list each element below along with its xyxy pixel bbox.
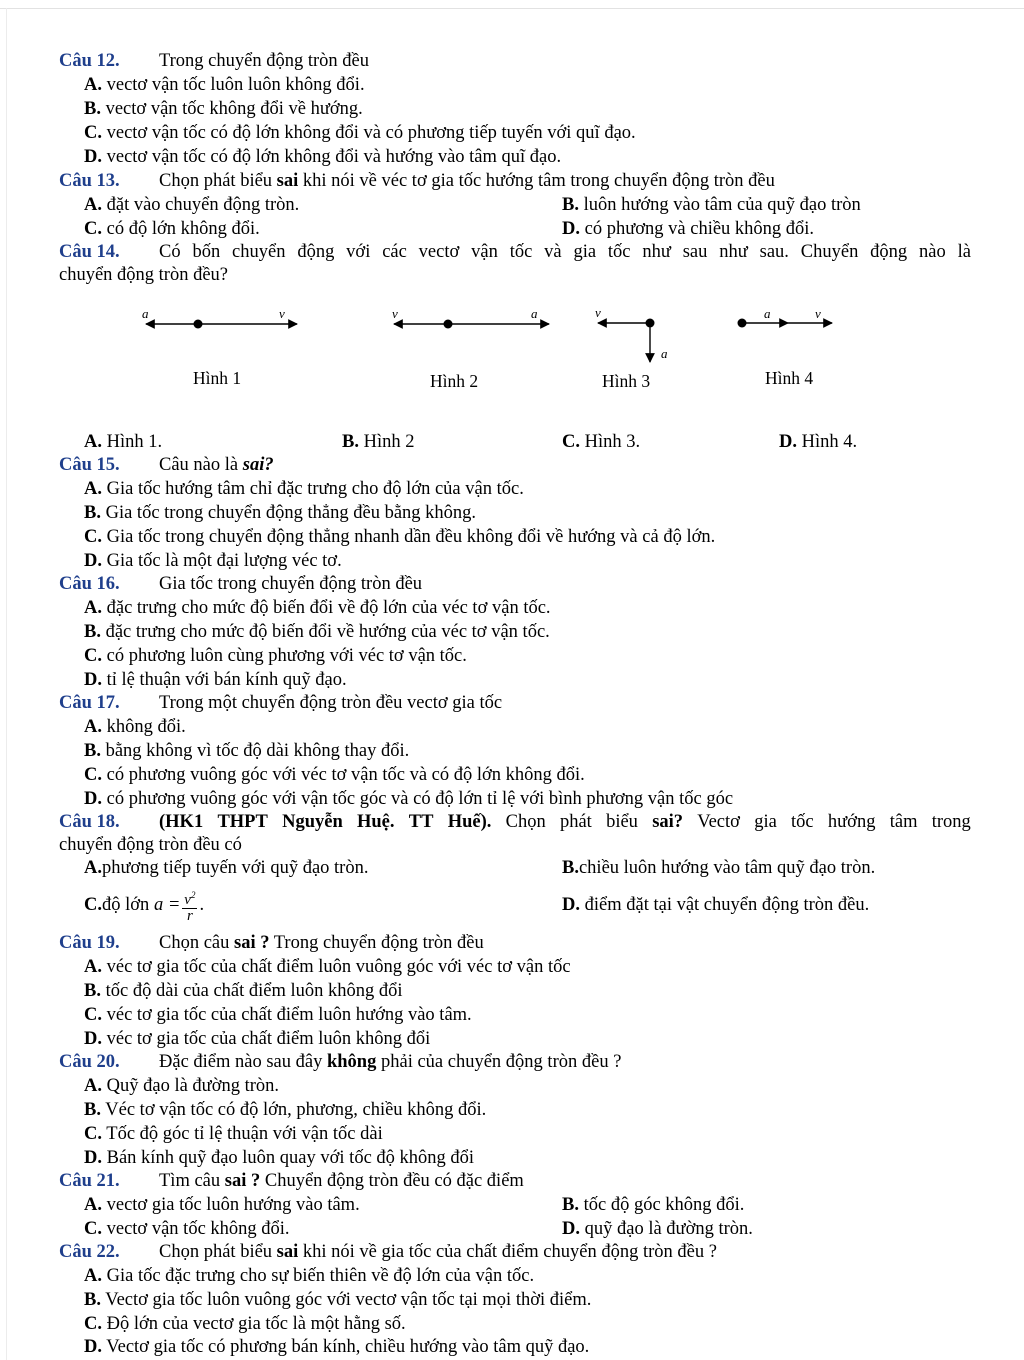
- option-text: tốc độ góc không đổi.: [583, 1195, 745, 1215]
- question-20-header: [59, 1051, 621, 1073]
- option-letter: C.: [84, 219, 102, 239]
- figure-2: [392, 306, 549, 329]
- option-text: đặt vào chuyển động tròn.: [106, 195, 300, 215]
- option-letter: D.: [84, 1148, 102, 1168]
- option-text: Hình 3.: [584, 432, 641, 452]
- question-stem-emphasis: sai: [276, 171, 299, 191]
- stem-word: nào: [919, 242, 946, 262]
- label-a: a: [764, 306, 771, 321]
- figure-4-caption: Hình 4: [765, 368, 814, 388]
- question-stem-emphasis: sai: [276, 1242, 299, 1262]
- stem-word: tốc: [791, 812, 814, 832]
- option-letter: B.: [84, 981, 101, 1001]
- option-text: Gia tốc hướng tâm chỉ đặc trưng cho độ lớn của vận tốc.: [106, 479, 524, 499]
- question-stem-emphasis: sai?: [242, 455, 274, 475]
- question-stem: Trong chuyển động tròn đều: [269, 933, 484, 953]
- label-a: a: [531, 306, 538, 321]
- stem-word: Chuyển: [800, 242, 859, 262]
- question-stem: Câu nào là: [159, 455, 243, 475]
- stem-word: động: [870, 242, 908, 262]
- option-text: Vectơ gia tốc có phương bán kính, chiều hướng vào tâm quỹ đạo.: [106, 1337, 590, 1357]
- question-stem: Chọn phát biểu: [159, 1242, 277, 1262]
- option-letter: A.: [84, 195, 102, 215]
- figure-3: [595, 305, 668, 362]
- option-c: [84, 1313, 406, 1335]
- stem-word: sau: [682, 242, 708, 262]
- stem-word: Chọn: [505, 812, 546, 832]
- option-letter: C.: [84, 1314, 102, 1334]
- question-number: Câu 17.: [59, 693, 120, 713]
- stem-word: biểu: [606, 812, 638, 832]
- option-text: Bán kính quỹ đạo luôn quay với tốc độ không đổi: [106, 1148, 475, 1168]
- label-v: v: [595, 305, 601, 320]
- formula-denominator: r: [186, 907, 193, 924]
- option-letter: D.: [84, 670, 102, 690]
- question-number: Câu 22.: [59, 1242, 120, 1262]
- option-b: [562, 857, 875, 879]
- option-letter: B.: [84, 99, 101, 119]
- option-c: [84, 1123, 383, 1145]
- question-15-header: [59, 454, 274, 476]
- particle-dot: [738, 319, 747, 328]
- option-d: [84, 788, 733, 810]
- particle-dot: [194, 320, 203, 329]
- option-d: [562, 1218, 753, 1240]
- option-text: vectơ vận tốc không đổi về hướng.: [105, 99, 363, 119]
- option-letter: D.: [562, 219, 580, 239]
- stem-word: tâm: [889, 812, 918, 832]
- stem-word: vận: [471, 242, 498, 262]
- option-text: véc tơ gia tốc của chất điểm luôn hướng vào tâm.: [106, 1005, 472, 1025]
- option-letter: C.: [84, 895, 102, 915]
- figure-2-caption: Hình 2: [430, 371, 479, 391]
- option-text: vectơ gia tốc luôn hướng vào tâm.: [106, 1195, 360, 1215]
- question-stem-continued: chuyển động tròn đều có: [59, 835, 242, 855]
- option-a: [84, 1265, 534, 1287]
- stem-word: hướng: [827, 812, 876, 832]
- option-letter: C.: [84, 1219, 102, 1239]
- stem-word: tốc: [509, 242, 533, 262]
- stem-word: trong: [931, 812, 971, 832]
- stem-word: Huế).: [447, 812, 492, 832]
- option-text: Tốc độ góc tỉ lệ thuận với vận tốc dài: [106, 1124, 383, 1144]
- option-letter: B.: [562, 195, 579, 215]
- option-text: có phương vuông góc với vận tốc góc và có độ lớn tỉ lệ với bình phương vận tốc góc: [106, 789, 734, 809]
- particle-dot: [444, 320, 453, 329]
- option-b: [342, 431, 414, 453]
- stem-word: Nguyễn: [282, 812, 343, 832]
- option-letter: A.: [84, 598, 102, 618]
- stem-word: là: [957, 242, 971, 262]
- option-letter: B.: [84, 1100, 101, 1120]
- formula-numerator: [182, 888, 197, 909]
- option-letter: C.: [84, 527, 102, 547]
- question-stem: Đặc điểm nào sau đây: [159, 1052, 327, 1072]
- question-16-header: [59, 573, 422, 595]
- option-c: [84, 1004, 472, 1026]
- stem-word: THPT: [217, 812, 268, 832]
- option-letter: B.: [562, 1195, 579, 1215]
- question-number: Câu 20.: [59, 1052, 120, 1072]
- question-number: Câu 13.: [59, 171, 120, 191]
- option-letter: A.: [84, 479, 102, 499]
- stem-word: chuyển: [232, 242, 286, 262]
- option-b: [84, 621, 550, 643]
- option-text: Hình 2: [363, 432, 415, 452]
- label-a: a: [142, 306, 149, 321]
- option-b: [84, 1289, 591, 1311]
- option-text: có độ lớn không đổi.: [106, 219, 260, 239]
- option-c: [84, 526, 715, 548]
- option-letter: D.: [562, 895, 580, 915]
- question-number: Câu 12.: [59, 51, 120, 71]
- option-letter: C.: [84, 765, 102, 785]
- question-stem: Chọn câu: [159, 933, 235, 953]
- question-stem: Chuyển động tròn đều có đặc điểm: [260, 1171, 524, 1191]
- question-stem-row: [59, 811, 971, 833]
- option-text: vectơ vận tốc có độ lớn không đổi và có phương tiếp tuyến với quĩ đạo.: [106, 123, 636, 143]
- option-a: [84, 1194, 360, 1216]
- stem-word: như: [642, 242, 671, 262]
- option-letter: A.: [84, 75, 102, 95]
- option-c: [84, 645, 467, 667]
- option-b: [84, 502, 476, 524]
- option-letter: B.: [84, 741, 101, 761]
- label-v: v: [392, 306, 398, 321]
- option-d: [84, 550, 342, 572]
- stem-word: bốn: [192, 242, 221, 262]
- option-text: đặc trưng cho mức độ biến đổi về hướng của véc tơ vận tốc.: [105, 622, 550, 642]
- option-a: [84, 478, 524, 500]
- question-number: Câu 19.: [59, 933, 120, 953]
- option-b: [84, 740, 409, 762]
- question-stem: khi nói về véc tơ gia tốc hướng tâm trong chuyển động tròn đều: [298, 171, 775, 191]
- option-c: [562, 431, 640, 453]
- option-letter: B.: [342, 432, 359, 452]
- option-text: Gia tốc đặc trưng cho sự biến thiên về độ lớn của vận tốc.: [106, 1266, 535, 1286]
- option-c: [84, 884, 204, 926]
- label-a: a: [661, 346, 668, 361]
- formula-fraction: [182, 888, 197, 924]
- option-b: [562, 1194, 744, 1216]
- question-stem-emphasis: sai ?: [234, 933, 270, 953]
- option-text: Vectơ gia tốc luôn vuông góc với vectơ vận tốc tại mọi thời điểm.: [105, 1290, 592, 1310]
- option-b: [84, 1099, 486, 1121]
- stem-word: (HK1: [159, 812, 204, 832]
- figure-1-caption: Hình 1: [193, 368, 242, 388]
- question-21-header: [59, 1170, 524, 1192]
- numerator-exponent: 2: [190, 889, 196, 900]
- option-c: [84, 1218, 290, 1240]
- option-text: quỹ đạo là đường tròn.: [584, 1219, 753, 1239]
- option-d: [84, 1336, 589, 1358]
- stem-word: và: [544, 242, 562, 262]
- option-text: Quỹ đạo là đường tròn.: [106, 1076, 280, 1096]
- question-number: Câu 15.: [59, 455, 120, 475]
- stem-word: vectơ: [418, 242, 460, 262]
- option-letter: A.: [84, 1266, 102, 1286]
- option-text: có phương vuông góc với véc tơ vận tốc và có độ lớn không đổi.: [106, 765, 585, 785]
- option-c: [84, 764, 585, 786]
- option-letter: D.: [562, 1219, 580, 1239]
- option-letter: D.: [84, 1029, 102, 1049]
- option-text: Độ lớn của vectơ gia tốc là một hằng số.: [106, 1314, 406, 1334]
- option-text: chiều luôn hướng vào tâm quỹ đạo tròn.: [578, 858, 876, 878]
- option-a: [84, 1075, 279, 1097]
- option-d: [779, 431, 857, 453]
- question-stem-continued: chuyển động tròn đều?: [59, 265, 229, 285]
- numerator-base: v: [184, 891, 191, 908]
- option-letter: A.: [84, 957, 102, 977]
- option-letter: B.: [84, 622, 101, 642]
- question-stem: phải của chuyển động tròn đều ?: [376, 1052, 622, 1072]
- question-number: Câu 18.: [59, 812, 120, 832]
- option-letter: C.: [84, 1124, 102, 1144]
- option-a: [84, 431, 162, 453]
- option-letter: A.: [84, 717, 102, 737]
- option-text: đặc trưng cho mức độ biến đổi về độ lớn của véc tơ vận tốc.: [106, 598, 551, 618]
- question-number: Câu 16.: [59, 574, 120, 594]
- option-text: có phương luôn cùng phương với véc tơ vận tốc.: [106, 646, 467, 666]
- option-letter: A.: [84, 858, 102, 878]
- option-text: Gia tốc trong chuyển động thẳng đều bằng không.: [105, 503, 477, 523]
- option-d: [84, 669, 347, 691]
- stem-word: với: [346, 242, 371, 262]
- stem-word: phát: [559, 812, 592, 832]
- figure-1: [142, 306, 297, 329]
- option-text: có phương và chiều không đổi.: [584, 219, 815, 239]
- option-text: luôn hướng vào tâm của quỹ đạo tròn: [583, 195, 861, 215]
- option-text: Véc tơ vận tốc có độ lớn, phương, chiều không đổi.: [105, 1100, 487, 1120]
- question-22-header: [59, 1241, 717, 1263]
- option-a: [84, 956, 571, 978]
- option-text: phương tiếp tuyến với quỹ đạo tròn.: [102, 858, 369, 878]
- question-17-header: [59, 692, 502, 714]
- option-text: Hình 1.: [106, 432, 163, 452]
- option-letter: D.: [84, 1337, 102, 1357]
- question-stem: Trong một chuyển động tròn đều vectơ gia tốc: [159, 693, 503, 713]
- stem-word: Có: [159, 242, 181, 262]
- option-letter: D.: [84, 551, 102, 571]
- question-stem: Tìm câu: [159, 1171, 225, 1191]
- question-19-header: [59, 932, 484, 954]
- stem-word: các: [382, 242, 407, 262]
- question-stem: khi nói về gia tốc của chất điểm chuyển động tròn đều ?: [298, 1242, 717, 1262]
- option-text: véc tơ gia tốc của chất điểm luôn vuông góc với véc tơ vận tốc: [106, 957, 571, 977]
- option-text: vectơ vận tốc luôn luôn không đổi.: [106, 75, 365, 95]
- option-a: [84, 716, 186, 738]
- option-a: [84, 597, 551, 619]
- option-text: tỉ lệ thuận với bán kính quỹ đạo.: [106, 670, 347, 690]
- option-text: Gia tốc là một đại lượng véc tơ.: [106, 551, 342, 571]
- option-text: tốc độ dài của chất điểm luôn không đổi: [105, 981, 403, 1001]
- option-text: Gia tốc trong chuyển động thẳng nhanh dần đều không đổi về hướng và cả độ lớn.: [106, 527, 716, 547]
- stem-word: sau.: [759, 242, 789, 262]
- option-letter: A.: [84, 432, 102, 452]
- question-stem-emphasis: sai ?: [224, 1171, 261, 1191]
- question-stem: [159, 811, 971, 833]
- stem-word: sai?: [652, 812, 684, 832]
- formula-lhs: a =: [153, 895, 181, 915]
- stem-word: Huệ.: [356, 812, 395, 832]
- particle-dot: [646, 319, 655, 328]
- stem-word: động: [297, 242, 335, 262]
- formula-period: .: [199, 895, 205, 915]
- stem-word: tốc: [607, 242, 631, 262]
- option-letter: C.: [84, 123, 102, 143]
- option-d: [84, 1147, 474, 1169]
- stem-word: TT: [408, 812, 434, 832]
- option-text: không đổi.: [106, 717, 186, 737]
- question-stem: Gia tốc trong chuyển động tròn đều: [159, 574, 423, 594]
- option-text: độ lớn: [102, 895, 154, 915]
- option-letter: A.: [84, 1195, 102, 1215]
- option-letter: D.: [84, 789, 102, 809]
- question-stem-emphasis: không: [326, 1052, 377, 1072]
- question-stem: Trong chuyển động tròn đều: [159, 51, 369, 71]
- option-letter: C.: [562, 432, 580, 452]
- figure-3-caption: Hình 3: [602, 371, 651, 391]
- label-v: v: [279, 306, 285, 321]
- option-text: vectơ vận tốc có độ lớn không đổi và hướng vào tâm quĩ đạo.: [106, 147, 562, 167]
- option-text: vectơ vận tốc không đổi.: [106, 1219, 290, 1239]
- question-number: Câu 14.: [59, 242, 120, 262]
- option-letter: C.: [84, 646, 102, 666]
- question-number: Câu 21.: [59, 1171, 120, 1191]
- figure-4: [738, 306, 833, 328]
- option-letter: B.: [562, 858, 579, 878]
- question-18-header: [59, 811, 971, 833]
- option-a: [84, 857, 368, 879]
- option-d: [84, 1028, 430, 1050]
- option-d: [562, 894, 869, 916]
- question-stem: Chọn phát biểu: [159, 171, 277, 191]
- option-letter: C.: [84, 1005, 102, 1025]
- stem-word: gia: [754, 812, 777, 832]
- option-letter: D.: [84, 147, 102, 167]
- stem-word: gia: [573, 242, 597, 262]
- stem-word: như: [719, 242, 748, 262]
- option-letter: B.: [84, 503, 101, 523]
- label-v: v: [815, 306, 821, 321]
- option-letter: A.: [84, 1076, 102, 1096]
- option-letter: D.: [779, 432, 797, 452]
- option-text: Hình 4.: [801, 432, 858, 452]
- option-text: véc tơ gia tốc của chất điểm luôn không đổi: [106, 1029, 431, 1049]
- stem-word: Vectơ: [697, 812, 740, 832]
- option-b: [84, 980, 403, 1002]
- option-text: bằng không vì tốc độ dài không thay đổi.: [105, 741, 410, 761]
- option-letter: B.: [84, 1290, 101, 1310]
- option-text: điểm đặt tại vật chuyển động tròn đều.: [584, 895, 870, 915]
